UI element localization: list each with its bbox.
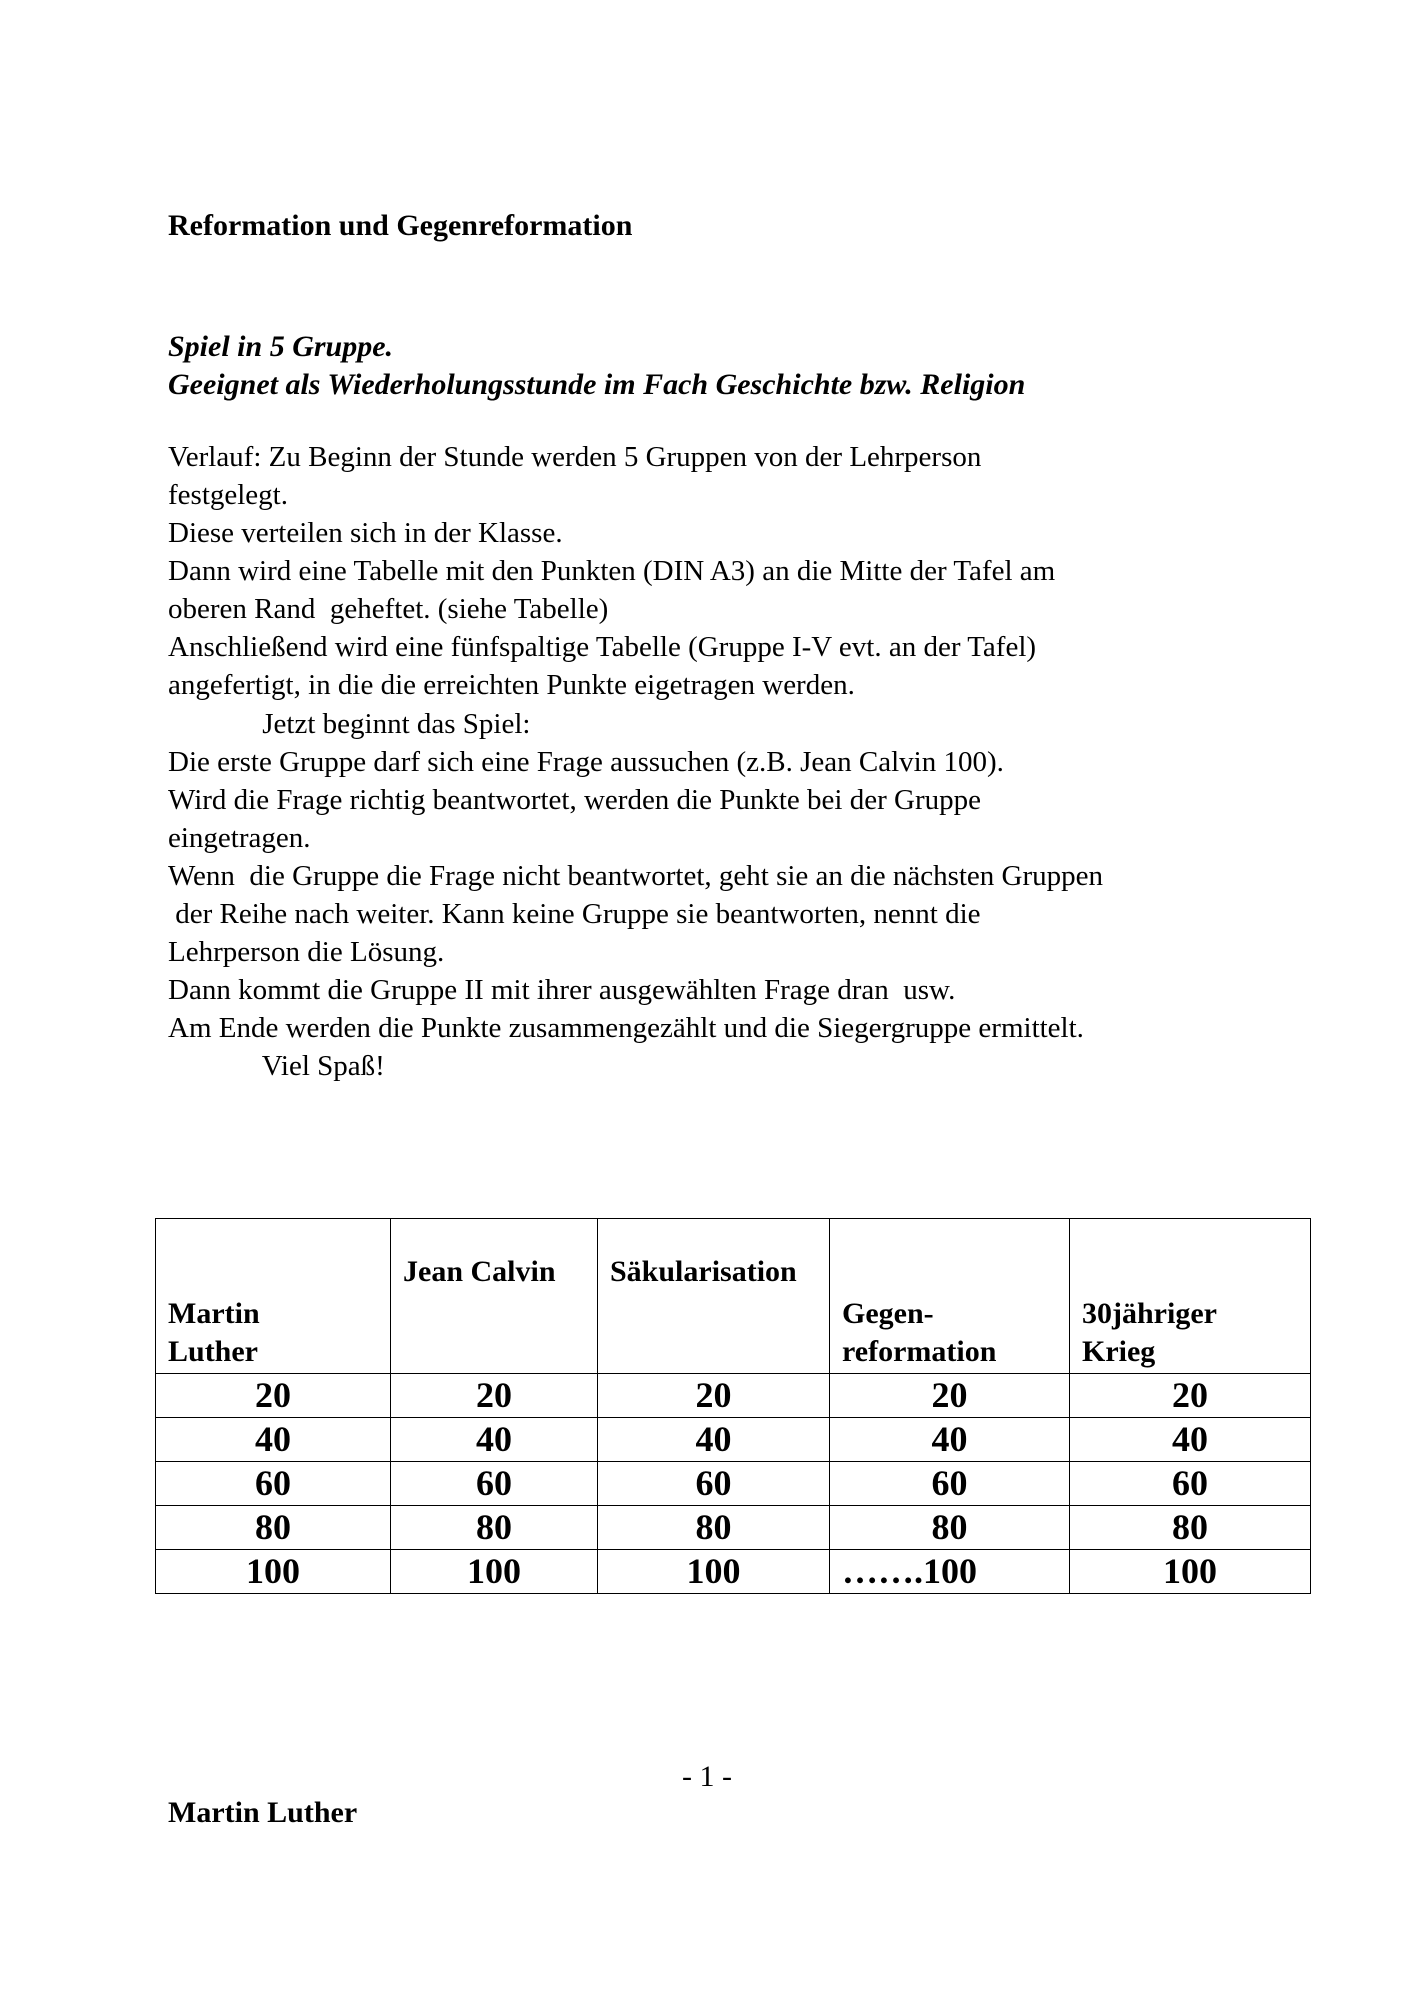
table-cell: 100 [1070,1550,1311,1594]
table-cell: 60 [1070,1462,1311,1506]
table-cell: 100 [156,1550,391,1594]
next-section-title: Martin Luther [168,1796,358,1829]
points-table [155,1218,1311,1594]
body-line: festgelegt. [168,479,288,511]
table-cell: 60 [598,1462,830,1506]
table-row [156,1462,1311,1506]
column-header: Jean Calvin [391,1219,598,1374]
table-cell: 20 [830,1374,1070,1418]
body-line: oberen Rand geheftet. (siehe Tabelle) [168,593,609,625]
table-row [156,1374,1311,1418]
table-cell: 60 [156,1462,391,1506]
column-header: 30jähriger Krieg [1070,1219,1311,1374]
page-number: - 1 - [682,1760,732,1793]
body-line: Wird die Frage richtig beantwortet, werden die Punkte bei der Gruppe [168,784,981,816]
column-header: Säkularisation [598,1219,830,1374]
table-cell: 80 [1070,1506,1311,1550]
table-cell: 20 [1070,1374,1311,1418]
body-line: Anschließend wird eine fünfspaltige Tabelle (Gruppe I-V evt. an der Tafel) [168,631,1037,663]
table-cell: …….100 [830,1550,1070,1594]
table-cell: 20 [598,1374,830,1418]
table-header-row [156,1219,1311,1374]
table-cell: 80 [598,1506,830,1550]
body-line: der Reihe nach weiter. Kann keine Gruppe sie beantworten, nennt die [168,898,981,930]
table-cell: 40 [1070,1418,1311,1462]
table-cell: 100 [598,1550,830,1594]
body-line: Diese verteilen sich in der Klasse. [168,517,563,549]
table-row [156,1506,1311,1550]
column-header: Gegen- reformation [830,1219,1070,1374]
body-line: Wenn die Gruppe die Frage nicht beantwortet, geht sie an die nächsten Gruppen [168,860,1104,892]
body-line: Am Ende werden die Punkte zusammengezählt und die Siegergruppe ermittelt. [168,1012,1084,1044]
table-row [156,1418,1311,1462]
body-line: Dann kommt die Gruppe II mit ihrer ausgewählten Frage dran usw. [168,974,956,1006]
table-cell: 80 [391,1506,598,1550]
table-cell: 20 [391,1374,598,1418]
table-cell: 100 [391,1550,598,1594]
table-cell: 40 [391,1418,598,1462]
table-cell: 80 [156,1506,391,1550]
table-cell: 40 [830,1418,1070,1462]
table-cell: 40 [156,1418,391,1462]
table-cell: 60 [830,1462,1070,1506]
body-line: angefertigt, in die die erreichten Punkte eigetragen werden. [168,669,855,701]
body-line: Jetzt beginnt das Spiel: [168,708,531,740]
body-line: Lehrperson die Lösung. [168,936,445,968]
body-line: Viel Spaß! [168,1050,385,1082]
body-line: Dann wird eine Tabelle mit den Punkten (DIN A3) an die Mitte der Tafel am [168,555,1056,587]
table-cell: 20 [156,1374,391,1418]
table-cell: 80 [830,1506,1070,1550]
body-line: Verlauf: Zu Beginn der Stunde werden 5 Gruppen von der Lehrperson [168,441,982,473]
column-header: Martin Luther [156,1219,391,1374]
table-cell: 40 [598,1418,830,1462]
table-body [156,1374,1311,1594]
document-title: Reformation und Gegenreformation [168,209,633,242]
table-row [156,1550,1311,1594]
table-cell: 60 [391,1462,598,1506]
subtitle-line-2: Geeignet als Wiederholungsstunde im Fach Geschichte bzw. Religion [168,368,1026,401]
body-line: Die erste Gruppe darf sich eine Frage aussuchen (z.B. Jean Calvin 100). [168,746,1004,778]
subtitle-line-1: Spiel in 5 Gruppe. [168,330,394,363]
body-line: eingetragen. [168,822,311,854]
